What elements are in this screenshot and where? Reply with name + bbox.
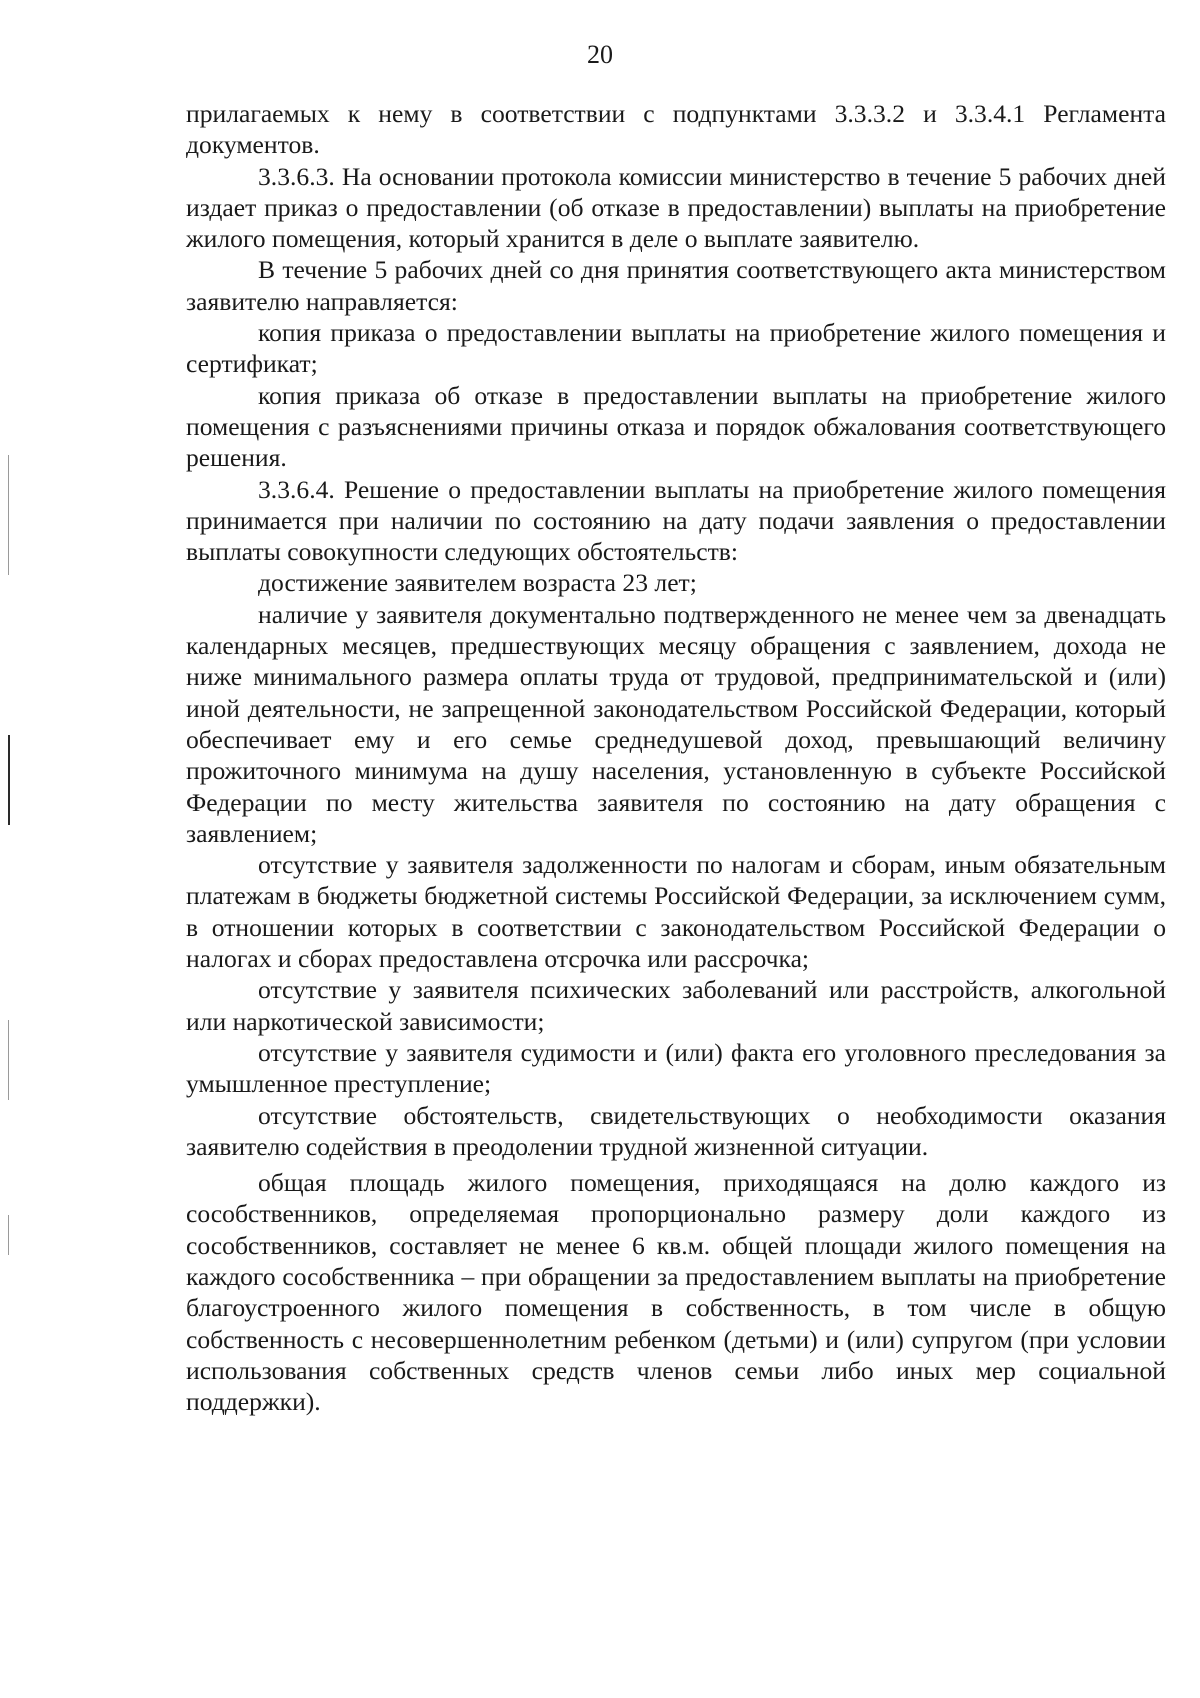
list-item-area-condition: общая площадь жилого помещения, приходящаяся на долю каждого из сособственников, определяемая пропорционально размеру доли каждого из сособственников, составляет не менее 6 кв.м. общей площади жилого помещения на каждого сособственника – при обращении за предоставлением выплаты на приобретение благоустроенного жилого помещения в собственность, в том числе в общую собственность с несовершеннолетним ребенком (детьми) и (или) супругом (при условии использования собственных средств членов семьи либо иных мер социальной поддержки). — [186, 1168, 1166, 1417]
scan-edge-mark — [8, 455, 9, 575]
paragraph-continuation: прилагаемых к нему в соответствии с подпунктами 3.3.3.2 и 3.3.4.1 Регламента документов. — [186, 99, 1166, 160]
scan-edge-mark — [8, 1215, 9, 1255]
paragraph-notification-period: В течение 5 рабочих дней со дня принятия соответствующего акта министерством заявителю направляется: — [186, 255, 1166, 316]
list-item-income-condition: наличие у заявителя документально подтвержденного не менее чем за двенадцать календарных месяцев, предшествующих месяцу обращения с заявлением, дохода не ниже минимального размера оплаты труда от трудовой, предпринимательской и (или) иной деятельности, не запрещенной законодательством Российской Федерации, который обеспечивает ему и его семье среднедушевой доход, превышающий величину прожиточного минимума на душу населения, установленную в субъекте Российской Федерации по месту жительства заявителя по состоянию на дату обращения с заявлением; — [186, 599, 1166, 848]
list-item-no-hardship-condition: отсутствие обстоятельств, свидетельствующих о необходимости оказания заявителю содействия в преодолении трудной жизненной ситуации. — [186, 1100, 1166, 1161]
page-number: 20 — [587, 40, 613, 69]
scan-edge-mark — [8, 1020, 9, 1100]
list-item-age-condition: достижение заявителем возраста 23 лет; — [258, 568, 697, 598]
paragraph-3-3-6-3: 3.3.6.3. На основании протокола комиссии министерство в течение 5 рабочих дней издает приказ о предоставлении (об отказе в предоставлении) выплаты на приобретение жилого помещения, который хранится в деле о выплате заявителю. — [186, 161, 1166, 254]
scan-edge-mark — [8, 735, 10, 825]
list-item-health-condition: отсутствие у заявителя психических заболеваний или расстройств, алкогольной или наркотической зависимости; — [186, 975, 1166, 1036]
list-item-grant-order-copy: копия приказа о предоставлении выплаты на приобретение жилого помещения и сертификат; — [186, 318, 1166, 379]
paragraph-3-3-6-4: 3.3.6.4. Решение о предоставлении выплаты на приобретение жилого помещения принимается при наличии по состоянию на дату подачи заявления о предоставлении выплаты совокупности следующих обстоятельств: — [186, 474, 1166, 567]
list-item-no-debt-condition: отсутствие у заявителя задолженности по налогам и сборам, иным обязательным платежам в бюджеты бюджетной системы Российской Федерации, за исключением сумм, в отношении которых в соответствии с законодательством Российской Федерации о налогах и сборах предоставлена отсрочка или рассрочка; — [186, 850, 1166, 974]
list-item-no-conviction-condition: отсутствие у заявителя судимости и (или) факта его уголовного преследования за умышленное преступление; — [186, 1037, 1166, 1099]
list-item-refusal-order-copy: копия приказа об отказе в предоставлении выплаты на приобретение жилого помещения с разъяснениями причины отказа и порядок обжалования соответствующего решения. — [186, 380, 1166, 473]
document-body — [186, 98, 1166, 1417]
